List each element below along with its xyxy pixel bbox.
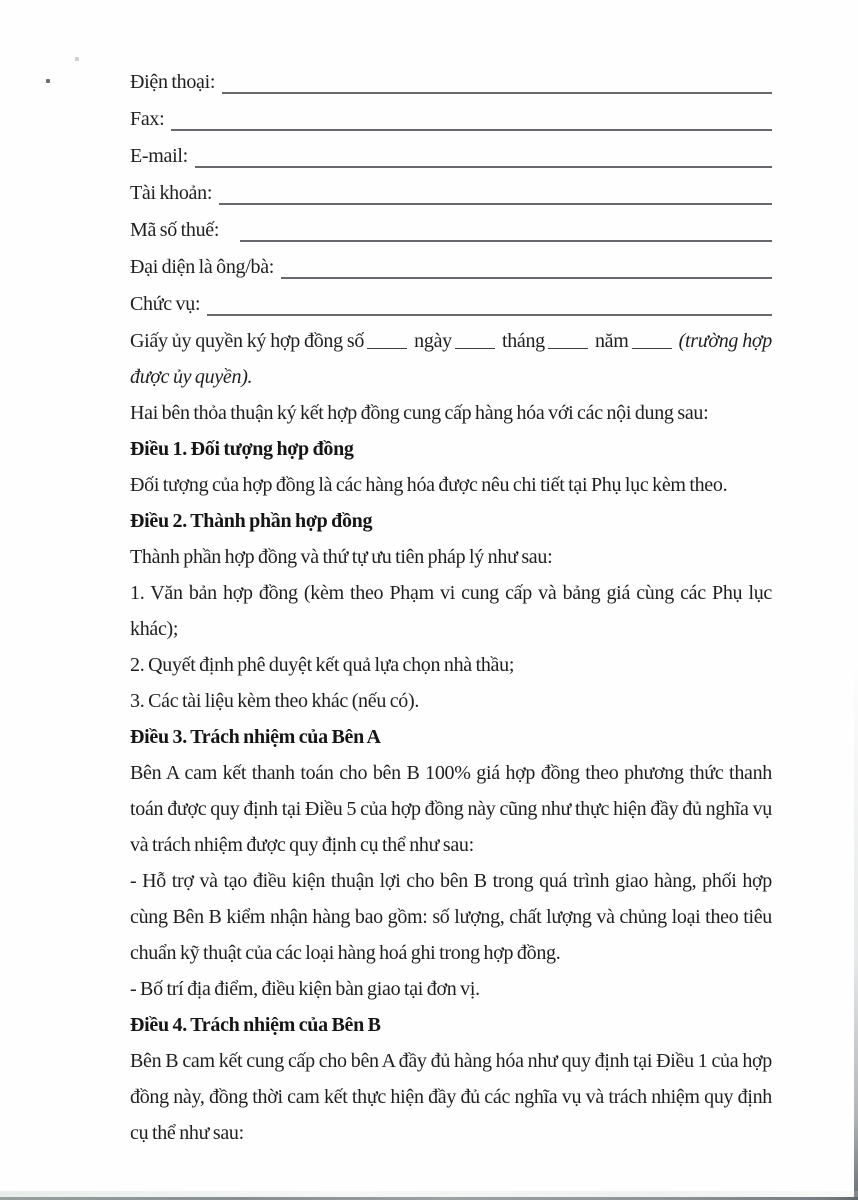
field-label-fax: Fax: bbox=[130, 108, 165, 130]
blank-month bbox=[548, 344, 588, 349]
field-row-position bbox=[130, 286, 772, 323]
field-row-tax-code bbox=[130, 212, 772, 249]
authorization-lead: Giấy ủy quyền ký hợp đồng số bbox=[130, 330, 365, 352]
field-label-representative: Đại diện là ông/bà: bbox=[130, 256, 275, 278]
field-label-account: Tài khoản: bbox=[130, 182, 213, 204]
authorization-word-day: ngày bbox=[414, 330, 452, 352]
authorization-word-month: tháng bbox=[501, 330, 545, 352]
scan-speck-dark bbox=[46, 79, 50, 83]
para-agreement: Hai bên thỏa thuận ký kết hợp đồng cung cấp hàng hóa với các nội dung sau: bbox=[130, 402, 709, 424]
field-blank-line-position bbox=[207, 286, 772, 316]
field-blank-line-phone bbox=[222, 64, 772, 94]
field-blank-line-tax-code bbox=[240, 212, 772, 242]
para-article-2-item-2: 2. Quyết định phê duyệt kết quả lựa chọn nhà thầu; bbox=[130, 654, 515, 676]
para-authorization bbox=[130, 323, 772, 395]
para-article-1-body: Đối tượng của hợp đồng là các hàng hóa được nêu chi tiết tại Phụ lục kèm theo. bbox=[130, 474, 728, 496]
field-row-email bbox=[130, 138, 772, 175]
field-blank-line-representative bbox=[281, 249, 772, 279]
blank-year bbox=[632, 344, 672, 349]
authorization-note: (trường hợp được ủy quyền). bbox=[130, 330, 772, 388]
field-label-position: Chức vụ: bbox=[130, 293, 201, 315]
contract-content bbox=[130, 64, 772, 1151]
scan-edge-right bbox=[854, 0, 858, 1200]
field-row-fax bbox=[130, 101, 772, 138]
para-article-3-item-2: - Bố trí địa điểm, điều kiện bàn giao tại đơn vị. bbox=[130, 978, 480, 1000]
para-article-2-intro: Thành phần hợp đồng và thứ tự ưu tiên pháp lý như sau: bbox=[130, 546, 553, 568]
para-article-4-body: Bên B cam kết cung cấp cho bên A đầy đủ hàng hóa như quy định tại Điều 1 của hợp đồng này, đồng thời cam kết thực hiện đầy đủ các nghĩa vụ và trách nhiệm quy định cụ thể như sau: bbox=[130, 1050, 772, 1144]
authorization-word-year: năm bbox=[594, 330, 629, 352]
field-blank-line-account bbox=[219, 175, 772, 205]
field-label-email: E-mail: bbox=[130, 145, 188, 167]
heading-article-1: Điều 1. Đối tượng hợp đồng bbox=[130, 438, 354, 460]
para-article-2-item-3: 3. Các tài liệu kèm theo khác (nếu có). bbox=[130, 690, 420, 712]
heading-article-2: Điều 2. Thành phần hợp đồng bbox=[130, 510, 373, 532]
field-row-account bbox=[130, 175, 772, 212]
field-row-phone bbox=[130, 64, 772, 101]
field-label-tax-code: Mã số thuế: bbox=[130, 219, 220, 241]
field-blank-line-fax bbox=[171, 101, 772, 131]
para-article-3-body: Bên A cam kết thanh toán cho bên B 100% giá hợp đồng theo phương thức thanh toán được quy định tại Điều 5 của hợp đồng này cũng như thực hiện đầy đủ nghĩa vụ và trách nhiệm được quy định cụ thể như sau: bbox=[130, 762, 772, 856]
field-row-representative bbox=[130, 249, 772, 286]
field-label-phone: Điện thoại: bbox=[130, 71, 216, 93]
heading-article-4: Điều 4. Trách nhiệm của Bên B bbox=[130, 1014, 381, 1036]
blank-contract-number bbox=[367, 344, 407, 349]
field-blank-line-email bbox=[195, 138, 772, 168]
para-article-3-item-1: - Hỗ trợ và tạo điều kiện thuận lợi cho bên B trong quá trình giao hàng, phối hợp cùng Bên B kiểm nhận hàng bao gồm: số lượng, chất lượng và chủng loại theo tiêu chuẩn kỹ thuật của các loại hàng hoá ghi trong hợp đồng. bbox=[130, 870, 772, 964]
scan-speck-light bbox=[75, 57, 79, 61]
heading-article-3: Điều 3. Trách nhiệm của Bên A bbox=[130, 726, 381, 748]
blank-day bbox=[455, 344, 495, 349]
para-article-2-item-1: 1. Văn bản hợp đồng (kèm theo Phạm vi cung cấp và bảng giá cùng các Phụ lục khác); bbox=[130, 582, 772, 640]
